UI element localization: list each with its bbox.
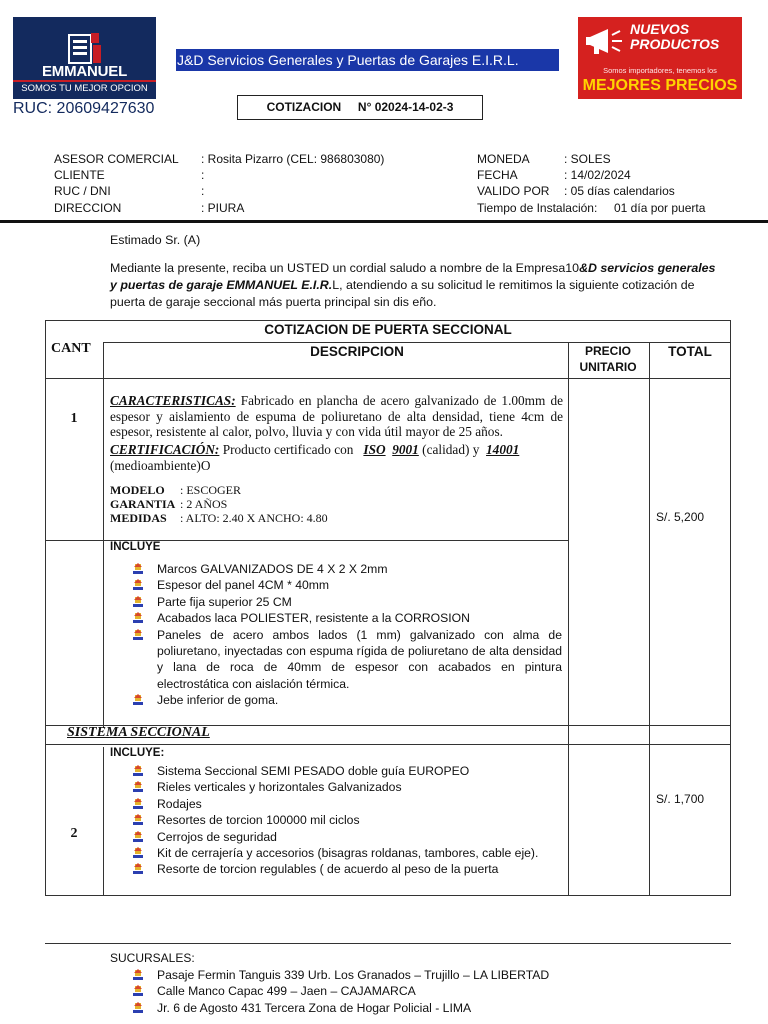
- include-text: Jebe inferior de goma.: [157, 693, 279, 708]
- spec-value: : 2 AÑOS: [180, 497, 228, 511]
- bullet-arrow-icon: [132, 765, 144, 777]
- item2-includes-title: INCLUYE:: [110, 747, 165, 759]
- header-cant: CANT: [51, 341, 91, 356]
- quote-table: [45, 320, 731, 896]
- meta-label: MONEDA: [477, 152, 530, 166]
- logo-tagline: SOMOS TU MEJOR OPCION: [21, 83, 148, 94]
- bullet-arrow-icon: [132, 969, 144, 981]
- item1-qty: 1: [70, 411, 78, 426]
- certification-text: (medioambiente)O: [110, 457, 211, 473]
- meta-value: : SOLES: [564, 152, 611, 166]
- meta-row: [54, 152, 179, 166]
- include-text: Resortes de torcion 100000 mil ciclos: [157, 813, 360, 828]
- meta-value: : 05 días calendarios: [564, 184, 675, 198]
- spec-value: : ALTO: 2.40 X ANCHO: 4.80: [180, 511, 328, 525]
- bullet-arrow-icon: [132, 831, 144, 843]
- list-item: [110, 861, 565, 877]
- divider: [103, 342, 104, 728]
- letter-text: Mediante la presente, reciba un USTED un cordial saludo a nombre de la Empresa: [110, 261, 566, 275]
- bullet-arrow-icon: [132, 1002, 144, 1014]
- meta-row: [54, 168, 105, 182]
- meta-value: :: [201, 168, 205, 182]
- item1-total: S/. 5,200: [656, 510, 705, 524]
- spec-value: : ESCOGER: [180, 483, 242, 497]
- meta-label: RUC / DNI: [54, 184, 111, 198]
- include-text: Rodajes: [157, 796, 202, 811]
- meta-label: CLIENTE: [54, 168, 105, 182]
- features-label: CARACTERISTICAS:: [110, 393, 236, 408]
- include-text: Marcos GALVANIZADOS DE 4 X 2 X 2mm: [157, 562, 388, 576]
- bullet-arrow-icon: [132, 781, 144, 793]
- include-text: Cerrojos de seguridad: [157, 829, 277, 844]
- branch-address: Jr. 6 de Agosto 431 Tercera Zona de Hogar Policial - LIMA: [157, 1000, 472, 1015]
- item2-total: S/. 1,700: [656, 792, 705, 806]
- meta-row: [54, 201, 121, 215]
- logo-divider: [13, 80, 156, 82]
- bullet-arrow-icon: [132, 563, 144, 575]
- header-unit-price: PRECIO UNITARIO: [579, 344, 637, 374]
- include-text: Kit de cerrajería y accesorios (bisagras roldanas, tambores, cable eje).: [157, 846, 539, 861]
- list-item: [110, 692, 562, 708]
- list-item: [110, 1000, 730, 1016]
- promo-banner: [578, 17, 742, 99]
- meta-value: : 14/02/2024: [564, 168, 631, 182]
- divider: [103, 747, 104, 896]
- list-item: [110, 610, 562, 626]
- meta-value: : Rosita Pizarro (CEL: 986803080): [201, 152, 385, 166]
- certification-text: Producto certificado con: [219, 442, 357, 457]
- company-ruc: RUC: 20609427630: [13, 100, 155, 117]
- item1-includes-title: INCLUYE: [110, 541, 161, 553]
- spec-row: [110, 497, 228, 511]
- list-item: [110, 577, 562, 593]
- list-item: [110, 812, 565, 828]
- list-item: [110, 829, 565, 845]
- meta-row: [54, 184, 111, 198]
- letter-company: &D servicios generales: [579, 261, 716, 275]
- header-total: TOTAL: [668, 344, 712, 359]
- letter-body: [110, 260, 730, 311]
- bullet-arrow-icon: [132, 579, 144, 591]
- letter-text: 10: [565, 261, 580, 275]
- item1-features: [110, 393, 563, 440]
- meta-label: VALIDO POR: [477, 184, 550, 198]
- divider: [649, 342, 650, 896]
- meta-label: DIRECCION: [54, 201, 122, 215]
- include-text: Rieles verticales y horizontales Galvanizados: [157, 780, 402, 795]
- include-text: Paneles de acero ambos lados (1 mm) galvanizado con alma de poliuretano, inyectadas con espuma rígida de poliuretano de alta densidad y lana de roca de 40mm de espesor con acabados en pintura electrostática con aislación térmica.: [157, 627, 562, 691]
- divider: [568, 342, 569, 896]
- promo-line4: MEJORES PRECIOS: [582, 77, 738, 94]
- list-item: [110, 627, 562, 693]
- list-item: [110, 763, 565, 779]
- iso-14001: 14001: [486, 442, 520, 457]
- megaphone-icon: [586, 27, 624, 57]
- list-item: [110, 594, 562, 610]
- certification-label: CERTIFICACIÓN:: [110, 442, 220, 457]
- meta-value: : PIURA: [201, 201, 245, 215]
- iso-label: ISO: [363, 442, 386, 457]
- item2-qty: 2: [70, 826, 78, 841]
- include-text: Sistema Seccional SEMI PESADO doble guía EUROPEO: [157, 764, 470, 778]
- features-text: Fabricado en plancha de acero galvanizado de 1.00mm de espesor y aislamiento de espuma de poliuretano de alta densidad, tiene 4cm de espesor, resistente al calor, polvo, lluvia y con vida útil mayor de 25 años.: [110, 393, 563, 439]
- list-item: [110, 561, 562, 577]
- list-item: [110, 983, 730, 999]
- bullet-arrow-icon: [132, 612, 144, 624]
- bullet-arrow-icon: [132, 863, 144, 875]
- item1-certification: [110, 442, 563, 473]
- section2-title: SISTEMA SECCIONAL: [67, 725, 210, 740]
- spec-label: MODELO: [110, 483, 165, 497]
- bullet-arrow-icon: [132, 694, 144, 706]
- bullet-arrow-icon: [132, 985, 144, 997]
- meta-label: ASESOR COMERCIAL: [54, 152, 179, 166]
- header-divider: [0, 220, 768, 223]
- letter-text: L, atendiendo a su solicitud le remitimos la siguiente cotización de: [332, 278, 695, 292]
- letter-company: y puertas de garaje EMMANUEL E.I.R.: [110, 278, 333, 292]
- branches-title: SUCURSALES:: [110, 951, 195, 965]
- include-text: Espesor del panel 4CM * 40mm: [157, 578, 330, 593]
- bullet-arrow-icon: [132, 629, 144, 641]
- item2-includes-list: [110, 763, 565, 878]
- meta-label: FECHA: [477, 168, 518, 182]
- spec-label: GARANTIA: [110, 497, 176, 511]
- header-description: DESCRIPCION: [310, 344, 404, 359]
- include-text: Parte fija superior 25 CM: [157, 594, 292, 609]
- item1-includes-list: [110, 561, 562, 709]
- quote-number: N° 02024-14-02-3: [357, 100, 454, 114]
- list-item: [110, 967, 730, 983]
- promo-line1: NUEVOS: [630, 21, 690, 37]
- bullet-arrow-icon: [132, 847, 144, 859]
- garage-door-icon: [65, 31, 105, 65]
- promo-line3: Somos importadores, tenemos los: [603, 66, 717, 75]
- include-text: Resorte de torcion regulables ( de acuerdo al peso de la puerta: [157, 862, 499, 877]
- meta-value: 01 día por puerta: [614, 201, 706, 215]
- divider: [45, 378, 731, 379]
- letter-text: puerta de garaje seccional más puerta principal sin dis eño.: [110, 295, 437, 309]
- certification-text: (calidad) y: [418, 442, 483, 457]
- meta-label: Tiempo de Instalación:: [477, 201, 598, 215]
- branch-address: Pasaje Fermin Tanguis 339 Urb. Los Granados – Trujillo – LA LIBERTAD: [157, 968, 550, 982]
- list-item: [110, 796, 565, 812]
- meta-value: :: [201, 184, 205, 198]
- spec-row: [110, 483, 242, 497]
- iso-9001: 9001: [392, 442, 419, 457]
- divider: [45, 744, 731, 745]
- letter-greeting: Estimado Sr. (A): [110, 233, 201, 247]
- list-item: [110, 779, 565, 795]
- branches-list: [110, 967, 730, 1016]
- table-title: COTIZACION DE PUERTA SECCIONAL: [264, 322, 512, 337]
- promo-line2: PRODUCTOS: [630, 36, 720, 52]
- spec-row: [110, 511, 328, 525]
- bullet-arrow-icon: [132, 814, 144, 826]
- logo-brand: EMMANUEL: [41, 63, 128, 80]
- item1-specs: [110, 483, 328, 525]
- quote-label: COTIZACION: [266, 100, 342, 114]
- bullet-arrow-icon: [132, 596, 144, 608]
- company-logo: [13, 17, 156, 99]
- quote-number-box: [237, 95, 483, 120]
- spec-label: MEDIDAS: [110, 511, 167, 525]
- bullet-arrow-icon: [132, 798, 144, 810]
- footer-divider: [45, 943, 731, 944]
- list-item: [110, 845, 565, 861]
- branch-address: Calle Manco Capac 499 – Jaen – CAJAMARCA: [157, 984, 416, 999]
- company-title: J&D Servicios Generales y Puertas de Garajes E.I.R.L.: [176, 49, 559, 71]
- include-text: Acabados laca POLIESTER, resistente a la CORROSION: [157, 611, 470, 626]
